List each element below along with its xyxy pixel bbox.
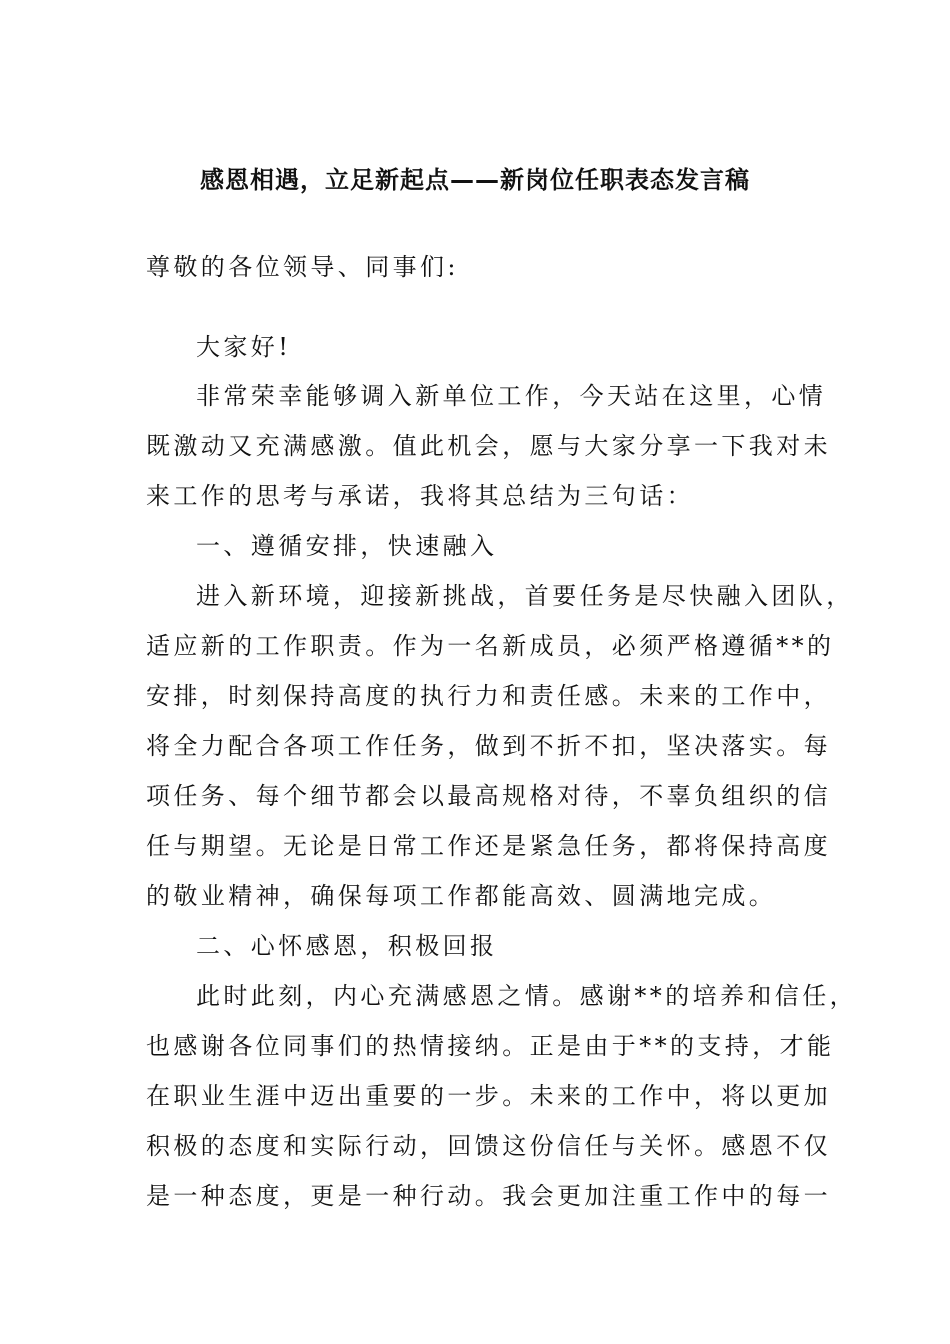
paragraph-line: 积极的态度和实际行动，回馈这份信任与关怀。感恩不仅 — [146, 1132, 831, 1160]
paragraph-line: 非常荣幸能够调入新单位工作，今天站在这里，心情 — [196, 382, 827, 410]
greeting: 大家好! — [196, 333, 292, 361]
section-heading: 二、心怀感恩，积极回报 — [196, 932, 498, 960]
paragraph-line: 将全力配合各项工作任务，做到不折不扣，坚决落实。每 — [146, 732, 831, 760]
salutation: 尊敬的各位领导、同事们: — [146, 253, 459, 281]
document-title: 感恩相遇，立足新起点——新岗位任职表态发言稿 — [200, 166, 750, 194]
paragraph-line: 既激动又充满感激。值此机会，愿与大家分享一下我对未 — [146, 432, 831, 460]
paragraph-line: 任与期望。无论是日常工作还是紧急任务，都将保持高度 — [146, 832, 831, 860]
paragraph-line: 此时此刻，内心充满感恩之情。感谢**的培养和信任， — [196, 982, 857, 1010]
paragraph-line: 的敬业精神，确保每项工作都能高效、圆满地完成。 — [146, 882, 777, 910]
paragraph-line: 也感谢各位同事们的热情接纳。正是由于**的支持，才能 — [146, 1032, 835, 1060]
paragraph-line: 进入新环境，迎接新挑战，首要任务是尽快融入团队， — [196, 582, 854, 610]
section-heading: 一、遵循安排，快速融入 — [196, 532, 498, 560]
paragraph-line: 是一种态度，更是一种行动。我会更加注重工作中的每一 — [146, 1182, 831, 1210]
paragraph-line: 安排，时刻保持高度的执行力和责任感。未来的工作中， — [146, 682, 831, 710]
paragraph-line: 适应新的工作职责。作为一名新成员，必须严格遵循**的 — [146, 632, 835, 660]
paragraph-line: 项任务、每个细节都会以最高规格对待，不辜负组织的信 — [146, 782, 831, 810]
paragraph-line: 来工作的思考与承诺，我将其总结为三句话： — [146, 482, 694, 510]
paragraph-line: 在职业生涯中迈出重要的一步。未来的工作中，将以更加 — [146, 1082, 831, 1110]
